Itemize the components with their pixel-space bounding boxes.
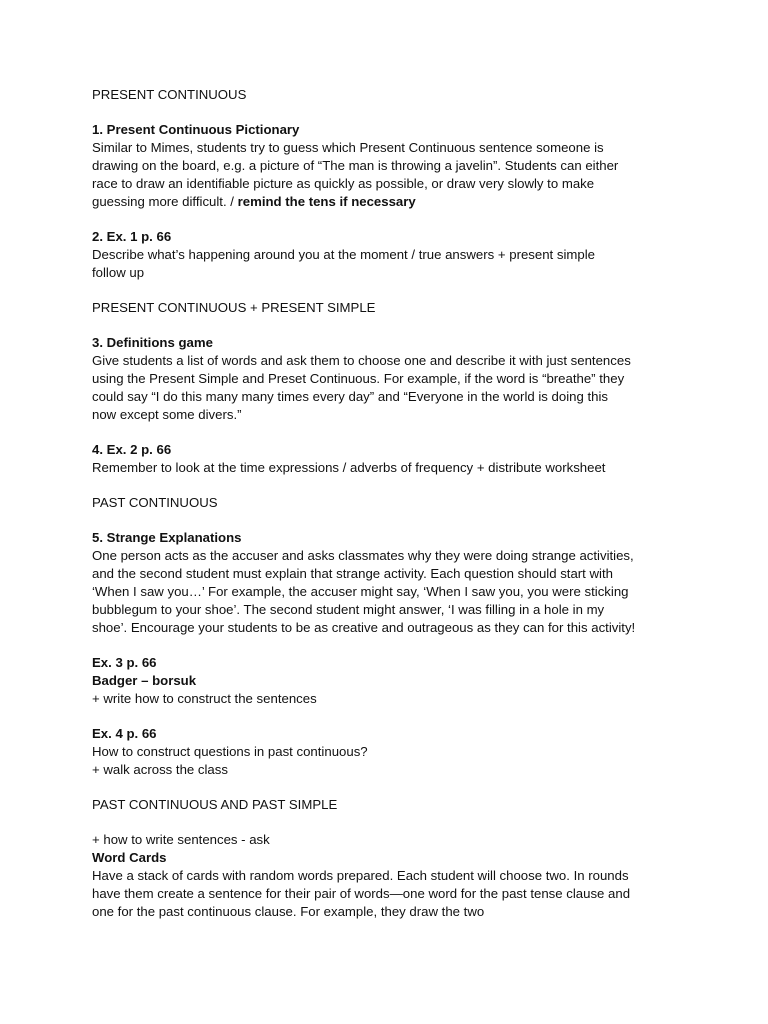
section-2-title: 2. Ex. 1 p. 66 — [92, 229, 172, 244]
spacer — [92, 708, 712, 725]
section-5-title: 5. Strange Explanations — [92, 530, 242, 545]
exercise-4-line: + walk across the class — [92, 762, 228, 777]
heading-past-continuous: PAST CONTINUOUS — [92, 495, 218, 510]
spacer — [92, 779, 712, 796]
exercise-4-title: Ex. 4 p. 66 — [92, 726, 157, 741]
section-5-line: bubblegum to your shoe’. The second student might answer, ‘I was filling in a hole in my — [92, 602, 605, 617]
section-5-line: One person acts as the accuser and asks classmates why they were doing strange activities, — [92, 548, 634, 563]
section-3-line: now except some divers.” — [92, 407, 242, 422]
section-5-line: shoe’. Encourage your students to be as creative and outrageous as they can for this activity! — [92, 620, 636, 635]
section-3-line: Give students a list of words and ask them to choose one and describe it with just sentences — [92, 353, 631, 368]
section-4-title: 4. Ex. 2 p. 66 — [92, 442, 172, 457]
spacer — [92, 512, 712, 529]
section-5-line: ‘When I saw you…’ For example, the accuser might say, ‘When I saw you, you were sticking — [92, 584, 629, 599]
word-cards-line: one for the past continuous clause. For example, they draw the two — [92, 904, 485, 919]
spacer — [92, 814, 712, 831]
spacer — [92, 282, 712, 299]
word-cards-intro: + how to write sentences - ask — [92, 832, 270, 847]
spacer — [92, 104, 712, 121]
section-2-line: Describe what’s happening around you at the moment / true answers + present simple — [92, 247, 595, 262]
section-5-line: and the second student must explain that strange activity. Each question should start with — [92, 566, 613, 581]
word-cards-line: Have a stack of cards with random words prepared. Each student will choose two. In rounds — [92, 868, 629, 883]
section-4-line: Remember to look at the time expressions / adverbs of frequency + distribute worksheet — [92, 460, 606, 475]
word-cards-line: have them create a sentence for their pair of words—one word for the past tense clause and — [92, 886, 631, 901]
section-1-title: 1. Present Continuous Pictionary — [92, 122, 300, 137]
heading-present-continuous-present-simple: PRESENT CONTINUOUS + PRESENT SIMPLE — [92, 300, 376, 315]
word-cards-title: Word Cards — [92, 850, 167, 865]
section-1-line — [92, 193, 712, 211]
spacer — [92, 317, 712, 334]
section-3-title: 3. Definitions game — [92, 335, 213, 350]
spacer — [92, 211, 712, 228]
section-1-line: drawing on the board, e.g. a picture of “The man is throwing a javelin”. Students can either — [92, 158, 619, 173]
section-1-line: Similar to Mimes, students try to guess which Present Continuous sentence someone is — [92, 140, 604, 155]
section-1-line: race to draw an identifiable picture as quickly as possible, or draw very slowly to make — [92, 176, 595, 191]
heading-past-continuous-past-simple: PAST CONTINUOUS AND PAST SIMPLE — [92, 797, 338, 812]
exercise-3-title: Ex. 3 p. 66 — [92, 655, 157, 670]
exercise-3-line: + write how to construct the sentences — [92, 691, 317, 706]
exercise-4-line: How to construct questions in past continuous? — [92, 744, 368, 759]
spacer — [92, 477, 712, 494]
section-3-line: could say “I do this many many times every day” and “Everyone in the world is doing this — [92, 389, 609, 404]
document-page — [92, 86, 712, 921]
exercise-3-vocabulary: Badger – borsuk — [92, 673, 197, 688]
spacer — [92, 424, 712, 441]
section-1-emphasis: remind the tens if necessary — [237, 194, 416, 209]
section-2-line: follow up — [92, 265, 145, 280]
heading-present-continuous: PRESENT CONTINUOUS — [92, 87, 247, 102]
spacer — [92, 637, 712, 654]
section-3-line: using the Present Simple and Preset Continuous. For example, if the word is “breathe” they — [92, 371, 625, 386]
section-1-text: guessing more difficult. / — [92, 194, 238, 209]
